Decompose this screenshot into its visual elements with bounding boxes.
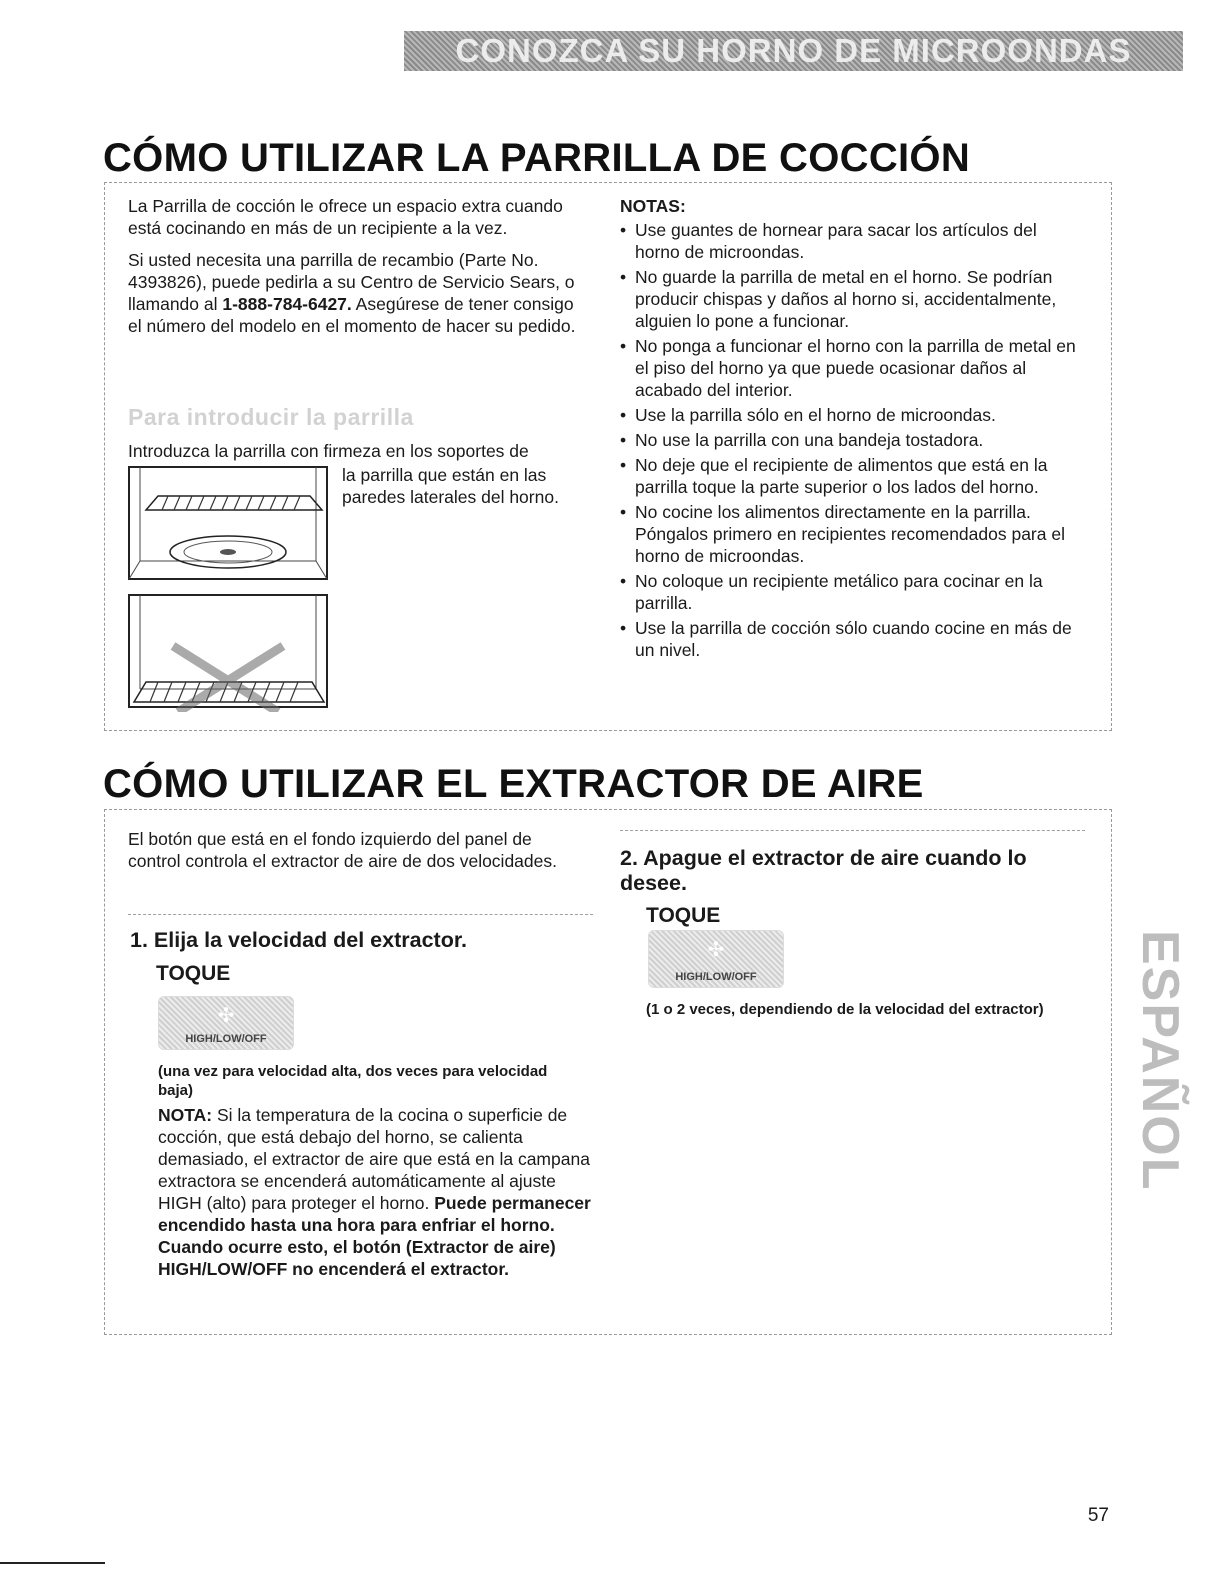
step1-toque: TOQUE bbox=[156, 962, 231, 985]
fan-icon: ✣ bbox=[217, 1005, 235, 1027]
fan-button[interactable] bbox=[158, 996, 294, 1050]
note-item: • Use la parrilla de cocción sólo cuando cocine en más de un nivel. bbox=[620, 617, 1085, 661]
phone-number: 1-888-784-6427. bbox=[222, 294, 352, 314]
divider bbox=[128, 914, 593, 915]
note-item: • No use la parrilla con una bandeja tostadora. bbox=[620, 429, 1085, 451]
section2-title: CÓMO UTILIZAR EL EXTRACTOR DE AIRE bbox=[103, 762, 924, 806]
replace-after: Asegúrese de tener consigo el número del modelo en el momento de hacer su pedido. bbox=[128, 294, 576, 336]
page-number: 57 bbox=[1087, 1505, 1109, 1526]
note-item: • No guarde la parrilla de metal en el horno. Se podrían producir chispas y daños al horno si, accidentalmente, alguien lo pone a funcionar. bbox=[620, 266, 1085, 332]
step1-heading: 1. Elija la velocidad del extractor. bbox=[130, 928, 467, 952]
notes-title: NOTAS: bbox=[620, 196, 686, 216]
note-item: • No ponga a funcionar el horno con la parrilla de metal en el piso del horno ya que puede ocasionar daños al acabado del interior. bbox=[620, 335, 1085, 401]
header-band-title: CONOZCA SU HORNO DE MICROONDAS bbox=[455, 32, 1132, 69]
note-item: • Use la parrilla sólo en el horno de microondas. bbox=[620, 404, 1085, 426]
nota-paragraph bbox=[158, 1104, 598, 1280]
note-item: • No coloque un recipiente metálico para cocinar en la parrilla. bbox=[620, 570, 1085, 614]
fan-button-label: HIGH/LOW/OFF bbox=[185, 1033, 267, 1045]
notes-column bbox=[620, 196, 1085, 664]
nota-bold: Puede permanecer encendido hasta una hora para enfriar el horno. Cuando ocurre esto, el botón (Extractor de aire) HIGH/LOW/OFF no encenderá el extractor. bbox=[158, 1193, 591, 1279]
note-item: • Use guantes de hornear para sacar los artículos del horno de microondas. bbox=[620, 219, 1085, 263]
step2-heading: 2. Apague el extractor de aire cuando lo desee. bbox=[620, 846, 1027, 895]
note-item: • No deje que el recipiente de alimentos que está en la parrilla toque la parte superior o los lados del horno. bbox=[620, 454, 1085, 498]
insert-text-a: Introduzca la parrilla con firmeza en los soportes de bbox=[128, 441, 529, 461]
side-language-tab: ESPAÑOL bbox=[1131, 930, 1189, 1192]
section1-replacement-text bbox=[128, 249, 590, 337]
fan-button[interactable] bbox=[648, 930, 784, 988]
fan-icon: ✣ bbox=[707, 939, 725, 961]
notes-list bbox=[620, 219, 1085, 661]
nota-text: Si la temperatura de la cocina o superficie de cocción, que está debajo del horno, se calienta demasiado, el extractor de aire que está en la campana extractora se encenderá automáticamente al ajuste HIGH (alto) para proteger el horno. bbox=[158, 1105, 590, 1213]
section1-left-column bbox=[128, 195, 590, 337]
section1-title: CÓMO UTILIZAR LA PARRILLA DE COCCIÓN bbox=[103, 136, 971, 180]
nota-label: NOTA: bbox=[158, 1105, 213, 1125]
oven-floor-rack-illustration bbox=[128, 594, 333, 712]
step1-caption: (una vez para velocidad alta, dos veces para velocidad baja) bbox=[158, 1063, 548, 1099]
oven-rack-illustration bbox=[128, 466, 333, 584]
note-item: • No cocine los alimentos directamente en la parrilla. Póngalos primero en recipientes recomendados para el horno de microondas. bbox=[620, 501, 1085, 567]
step2-caption: (1 o 2 veces, dependiendo de la velocidad del extractor) bbox=[646, 1001, 1044, 1018]
section1-subheading: Para introducir la parrilla bbox=[128, 404, 414, 430]
divider bbox=[620, 830, 1085, 831]
replace-before: Si usted necesita una parrilla de recambio (Parte No. 4393826), puede pedirla a su Centro de Servicio Sears, o llamando al bbox=[128, 250, 575, 314]
step2-toque: TOQUE bbox=[646, 904, 721, 927]
section2-intro: El botón que está en el fondo izquierdo del panel de control controla el extractor de aire de dos velocidades. bbox=[128, 829, 557, 871]
insert-text-b: la parrilla que están en las paredes laterales del horno. bbox=[342, 465, 559, 507]
header-band bbox=[404, 31, 1183, 71]
footer-rule bbox=[0, 1562, 105, 1564]
fan-button-label: HIGH/LOW/OFF bbox=[675, 971, 757, 983]
section1-intro: La Parrilla de cocción le ofrece un espacio extra cuando está cocinando en más de un recipiente a la vez. bbox=[128, 196, 563, 238]
